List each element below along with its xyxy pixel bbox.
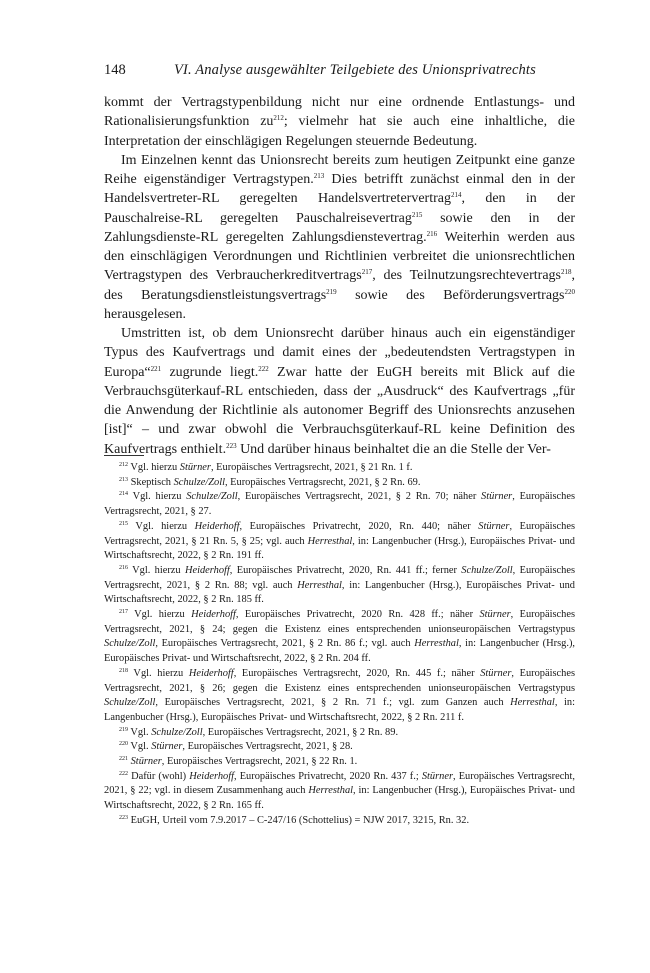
footnote-216 xyxy=(104,564,575,608)
text-run: sowie den in der Zahlungsdienste-RL geregelten Zahlungsdienstevertrag. xyxy=(104,210,575,245)
footnote-number: 216 xyxy=(119,564,128,571)
footnote-number: 220 xyxy=(119,741,128,748)
fn-text: , in: Langenbucher (Hrsg.), Europäisches Privat- und Wirtschaftsrecht, 2022, § 2 Rn. 204 ff. xyxy=(104,638,576,665)
footnote-223 xyxy=(104,814,575,829)
page-number: 148 xyxy=(104,62,126,78)
fn-author: Stürner xyxy=(479,609,511,621)
text-run: , des Teilnutzungsrechtevertrags xyxy=(372,268,561,284)
fn-text: Vgl. hierzu xyxy=(128,609,192,621)
fn-author: Heiderhoff xyxy=(189,770,235,782)
fn-text: , Europäisches Vertragsrecht, 2021, § 28. xyxy=(182,741,353,753)
fn-text: Vgl. hierzu xyxy=(128,564,185,576)
fn-author: Heiderhoff xyxy=(188,667,234,679)
fn-text: , Europäisches Privatrecht, 2020, Rn. 440; näher xyxy=(239,520,479,532)
fn-author: Herresthal xyxy=(510,697,555,709)
footnote-217 xyxy=(104,608,575,667)
footnote-ref-216[interactable]: 216 xyxy=(426,229,438,238)
text-run: zugrunde liegt. xyxy=(161,364,259,380)
text-run: herausgelesen. xyxy=(104,306,187,322)
fn-text: , Europäisches Vertragsrecht, 2021, § 22 Rn. 1. xyxy=(161,756,358,768)
fn-author: Heiderhoff xyxy=(184,564,230,576)
fn-text: Dafür (wohl) xyxy=(128,770,190,782)
fn-author: Schulze/Zoll xyxy=(104,697,156,709)
text-run: Weiterhin werden aus den einschlägigen Verordnungen und Richtlinien verbreitet die unionsrechtlichen Vertragstypen des Verbraucherkreditvertrags xyxy=(104,229,575,284)
paragraph-1 xyxy=(104,93,575,151)
fn-text: , in: Langenbucher (Hrsg.), Europäisches Privat- und Wirtschaftsrecht, 2022, § 2 Rn. 211 f. xyxy=(104,697,575,723)
footnote-ref-222[interactable]: 222 xyxy=(258,364,269,373)
fn-text: , Europäisches Vertragsrecht, 2020, Rn. 445 f.; näher xyxy=(233,667,481,679)
text-run: ; vielmehr hat sie auch eine inhaltliche, die Interpretation der einschlägigen Regelungen steuernde Bedeutung. xyxy=(104,114,575,149)
footnote-213 xyxy=(104,476,575,491)
fn-author: Stürner xyxy=(130,756,162,768)
footnote-218 xyxy=(104,667,575,726)
footnote-215 xyxy=(104,520,575,564)
footnote-ref-215[interactable]: 215 xyxy=(411,210,423,219)
footnote-number: 218 xyxy=(119,667,128,674)
footnote-number: 221 xyxy=(119,756,128,763)
fn-text: Vgl. xyxy=(128,741,152,753)
running-title: VI. Analyse ausgewählter Teilgebiete des Unionsprivatrechts xyxy=(174,62,536,78)
fn-author: Schulze/Zoll xyxy=(186,491,238,503)
fn-text: , in: Langenbucher (Hrsg.), Europäisches Privat- und Wirtschaftsrecht, 2022, § 2 Rn. 165 ff. xyxy=(104,785,575,812)
fn-text: , Europäisches Vertragsrecht, 2021, § 2 Rn. 89. xyxy=(202,726,399,738)
text-run: , des Beratungsdienstleistungsvertrags xyxy=(104,268,575,303)
footnote-ref-220[interactable]: 220 xyxy=(564,287,575,296)
footnote-ref-217[interactable]: 217 xyxy=(361,268,373,277)
fn-author: Herresthal xyxy=(297,579,342,591)
footnote-220 xyxy=(104,740,575,755)
fn-text: , Europäisches Vertragsrecht, 2021, § 24; gegen die Existenz eines entsprechenden unionseuropäischen Vertragstypus xyxy=(104,609,576,635)
fn-author: Herresthal xyxy=(307,535,353,547)
footnote-ref-213[interactable]: 213 xyxy=(313,172,325,180)
paragraph-3 xyxy=(104,324,575,459)
fn-author: Schulze/Zoll xyxy=(461,564,513,576)
fn-text: , Europäisches Vertragsrecht, 2021, § 2 Rn. 86 f.; vgl. auch xyxy=(155,638,415,650)
text-run: Dies betrifft zunächst einmal den in der Handelsvertreter-RL geregelten Handelsvertretervertrag xyxy=(104,172,575,207)
footnote-ref-212[interactable]: 212 xyxy=(273,114,284,123)
footnote-number: 215 xyxy=(119,520,128,527)
text-run: , den in der Pauschalreise-RL geregelten Pauschalreisevertrag xyxy=(104,191,575,226)
fn-text: , Europäisches Vertragsrecht, 2021, § 21 Rn. 5, § 25; vgl. auch xyxy=(104,520,575,547)
fn-text: , in: Langenbucher (Hrsg.), Europäisches Privat- und Wirtschaftsrecht, 2022, § 2 Rn. 185 ff. xyxy=(104,579,575,606)
fn-text: , Europäisches Vertragsrecht, 2021, § 2 Rn. 71 f.; vgl. zum Ganzen auch xyxy=(155,697,511,709)
fn-author: Stürner xyxy=(480,667,512,679)
text-run: sowie des Beförderungsvertrags xyxy=(336,287,565,303)
fn-text: , Europäisches Vertragsrecht, 2021, § 27. xyxy=(104,491,575,518)
text-run: Umstritten ist, ob dem Unionsrecht darüber hinaus auch ein eigenständiger Typus des Kaufvertrags und damit eines der „bedeutendsten Vertragstypen in Europa“ xyxy=(104,326,575,380)
fn-text: , Europäisches Vertragsrecht, 2021, § 26; gegen die Existenz eines entsprechenden unionseuropäischen Vertragstypus xyxy=(104,667,575,694)
main-text xyxy=(104,93,575,459)
fn-text: , Europäisches Vertragsrecht, 2021, § 2 Rn. 70; näher xyxy=(237,491,482,503)
fn-text: EuGH, Urteil vom 7.9.2017 – C-247/16 (Schottelius) = NJW 2017, 3215, Rn. 32. xyxy=(128,814,470,826)
footnote-number: 222 xyxy=(119,770,128,777)
footnote-ref-223[interactable]: 223 xyxy=(226,441,237,450)
footnote-ref-214[interactable]: 214 xyxy=(450,191,462,200)
footnote-221 xyxy=(104,755,575,770)
footnote-214 xyxy=(104,490,575,519)
paragraph-2 xyxy=(104,151,575,324)
footnote-212 xyxy=(104,461,575,476)
fn-author: Schulze/Zoll xyxy=(151,726,203,738)
footnotes xyxy=(104,461,575,829)
fn-author: Stürner xyxy=(179,462,211,473)
fn-author: Stürner xyxy=(151,741,183,753)
footnote-separator xyxy=(104,455,144,456)
fn-author: Schulze/Zoll xyxy=(104,638,156,650)
fn-text: , Europäisches Privatrecht, 2020, Rn. 441 ff.; ferner xyxy=(229,564,462,576)
fn-text: , Europäisches Privatrecht, 2020 Rn. 428 ff.; näher xyxy=(235,609,480,621)
footnote-number: 217 xyxy=(119,609,128,616)
text-run: kommt der Vertragstypenbildung nicht nur eine ordnende Entlastungs- und Rationalisierungsfunktion zu xyxy=(104,95,575,130)
fn-author: Stürner xyxy=(478,520,510,532)
footnote-219 xyxy=(104,726,575,741)
fn-text: , Europäisches Vertragsrecht, 2021, § 2 Rn. 88; vgl. auch xyxy=(104,564,575,591)
text-run: Und darüber hinaus beinhaltet die an die Stelle der Ver- xyxy=(236,441,551,457)
running-header xyxy=(104,62,574,82)
text-run: Zwar hatte der EuGH bereits mit Blick auf die Verbrauchsgüterkauf-RL entschieden, dass der „Ausdruck“ des Kaufvertrags „für die Anwendung der Richtlinie als autonomer Begriff des Unionsrechts anzusehen [ist]“ – und zwar obwohl die Verbrauchsgüterkauf-RL keine Definition des Kaufvertrags enthielt. xyxy=(104,364,575,457)
footnote-222 xyxy=(104,770,575,814)
footnote-number: 214 xyxy=(119,491,128,498)
footnote-number: 212 xyxy=(119,462,128,468)
fn-text: , Europäisches Vertragsrecht, 2021, § 22; vgl. in diesem Zusammenhang auch xyxy=(104,770,575,797)
fn-text: , Europäisches Vertragsrecht, 2021, § 2 Rn. 69. xyxy=(224,476,421,488)
fn-text: , Europäisches Privatrecht, 2020 Rn. 437 f.; xyxy=(234,770,422,782)
fn-author: Heiderhoff xyxy=(194,520,240,532)
footnote-ref-219[interactable]: 219 xyxy=(326,287,337,296)
fn-author: Schulze/Zoll xyxy=(173,476,225,488)
footnote-ref-221[interactable]: 221 xyxy=(150,364,162,373)
fn-text: Vgl. hierzu xyxy=(128,491,187,503)
fn-text: Vgl. hierzu xyxy=(128,667,189,679)
footnote-number: 223 xyxy=(119,814,128,821)
fn-text: , Europäisches Vertragsrecht, 2021, § 21 Rn. 1 f. xyxy=(210,462,413,473)
fn-author: Stürner xyxy=(421,770,454,782)
footnote-ref-218[interactable]: 218 xyxy=(561,268,572,277)
fn-text: Vgl. hierzu xyxy=(128,462,180,473)
fn-text: , in: Langenbucher (Hrsg.), Europäisches Privat- und Wirtschaftsrecht, 2022, § 2 Rn. 191 ff. xyxy=(104,535,576,562)
text-run: Im Einzelnen kennt das Unionsrecht bereits zum heutigen Zeitpunkt eine ganze Reihe eigenständiger Vertragstypen. xyxy=(104,152,575,187)
fn-author: Herresthal xyxy=(308,785,354,797)
fn-author: Heiderhoff xyxy=(191,609,236,621)
fn-text: Vgl. hierzu xyxy=(128,520,195,532)
fn-text: Skeptisch xyxy=(128,476,174,488)
footnote-number: 219 xyxy=(119,726,128,733)
fn-author: Stürner xyxy=(481,491,513,503)
fn-author: Herresthal xyxy=(414,638,459,650)
footnote-number: 213 xyxy=(119,476,128,483)
fn-text: Vgl. xyxy=(128,726,152,738)
